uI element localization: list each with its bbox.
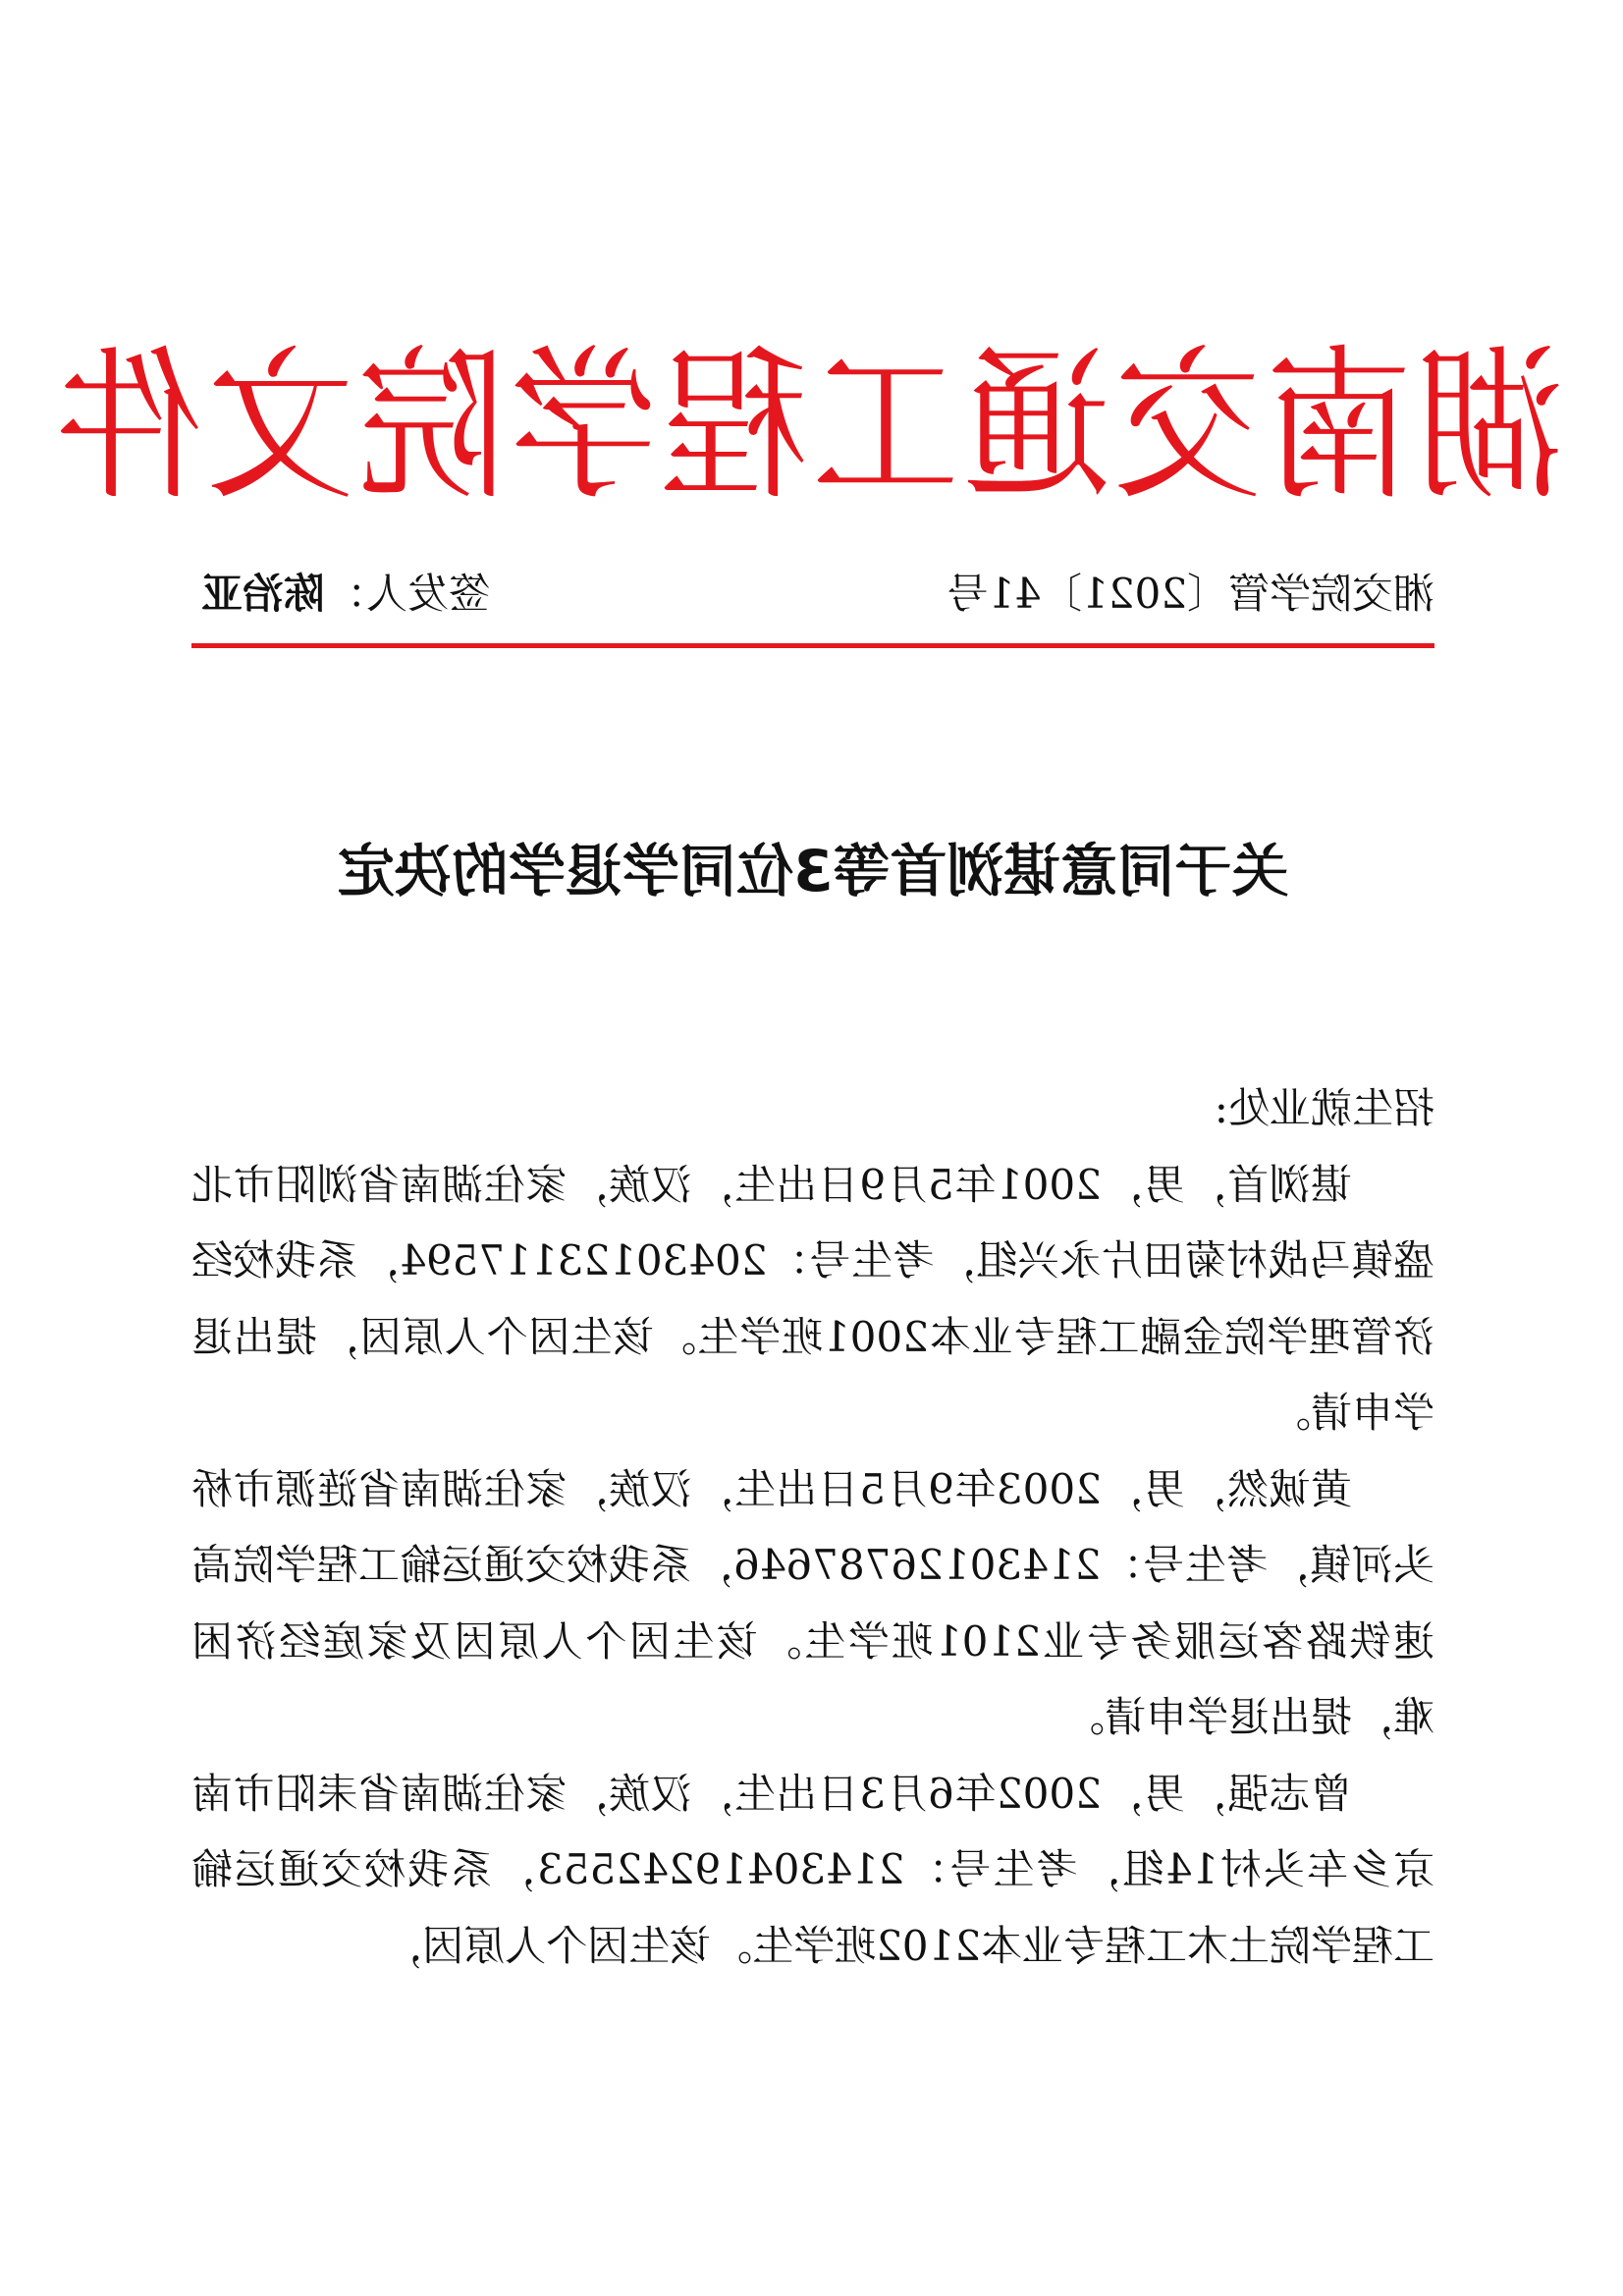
document-title: 关于同意谌浏首等3位同学退学的决定 — [337, 838, 1289, 904]
signer-name: 陈治亚 — [201, 570, 326, 618]
document-number: 湘交院学管〔2021〕41号 — [947, 570, 1434, 618]
document-body — [191, 1070, 1434, 1984]
signer-line — [201, 562, 490, 621]
paragraph-student-1: 谌浏首，男，2001年5月9日出生，汉族，家住湖南省浏阳市北盛镇马战村菊田片永兴组，考生号：20430123117594，系我校经济管理学院金融工程专业本2001班学生。该生因个人原因，提出退学申请。 — [191, 1160, 1434, 1437]
red-divider-line — [191, 643, 1434, 648]
paragraph-student-3: 曾志强，男，2002年6月3日出生，汉族，家住湖南省耒阳市南京乡车头村14组，考生号：21430419242553，系我校交通运输工程学院土木工程专业本2102班学生。该生因个人原因， — [191, 1769, 1434, 1970]
signer-label: 签发人： — [325, 570, 491, 618]
masthead-title: 湖南交通工程学院文件 — [51, 331, 1564, 523]
salutation: 招生就业处: — [1214, 1084, 1434, 1132]
paragraph-student-2: 黄诚然，男，2003年9月5日出生，汉族，家住湖南省涟源市桥头河镇，考生号：21430126787646，系我校交通运输工程学院高速铁路客运服务专业2101班学生。该生因个人原因及家庭经济困难，提出退学申请。 — [191, 1464, 1434, 1741]
